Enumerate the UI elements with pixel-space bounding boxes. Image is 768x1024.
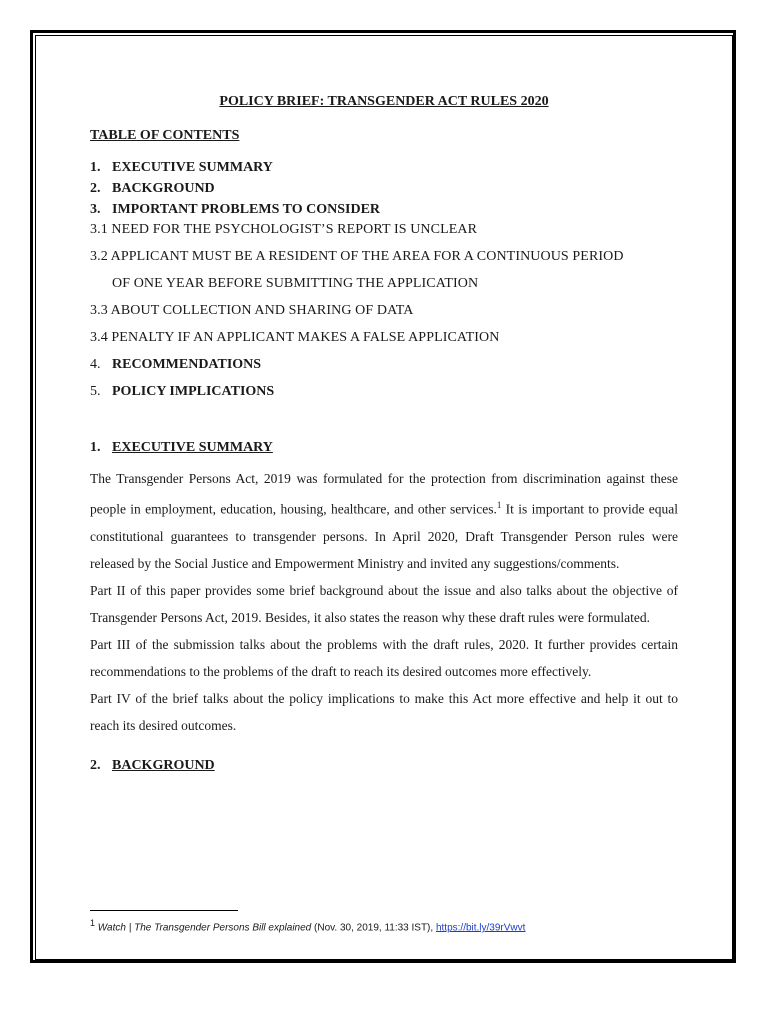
toc-subitem-3-1[interactable]: 3.1 NEED FOR THE PSYCHOLOGIST’S REPORT IS UNCLEAR [90, 222, 478, 237]
toc-subitem-3-2[interactable]: 3.2 APPLICANT MUST BE A RESIDENT OF THE AREA FOR A CONTINUOUS PERIOD [90, 249, 624, 264]
toc-item-problems[interactable]: 3. IMPORTANT PROBLEMS TO CONSIDER [90, 202, 381, 217]
section-heading-background: 2. BACKGROUND [90, 757, 215, 773]
toc-subitem-3-3[interactable]: 3.3 ABOUT COLLECTION AND SHARING OF DATA [90, 303, 414, 318]
document-body [90, 93, 678, 775]
toc-item-recommendations[interactable]: 4. RECOMMENDATIONS [90, 357, 262, 372]
toc-main-list [90, 157, 678, 220]
toc-heading: TABLE OF CONTENTS [90, 128, 240, 143]
toc-item-executive-summary[interactable]: 1. EXECUTIVE SUMMARY [90, 160, 273, 175]
footnote-title: Watch | The Transgender Persons Bill explained [97, 922, 312, 934]
toc-tail-list [90, 351, 678, 405]
paragraph-3: Part III of the submission talks about the problems with the draft rules, 2020. It further provides certain recommendations to the problems of the draft to reach its desired outcomes more effectively. [90, 636, 678, 679]
footnote-separator [90, 910, 238, 911]
footnote: $^1$ Watch | The Transgender Persons Bill explained (Nov. 30, 2019, 11:33 IST), https://bit.ly/39rVwvt [90, 918, 526, 934]
paragraph-4: Part IV of the brief talks about the policy implications to make this Act more effective and help it out to reach its desired outcomes. [90, 690, 678, 733]
toc-item-background[interactable]: 2. BACKGROUND [90, 181, 215, 196]
toc-item-policy-implications[interactable]: 5. POLICY IMPLICATIONS [90, 384, 275, 399]
paragraph-2: Part II of this paper provides some brief background about the issue and also talks about the objective of Transgender Persons Act, 2019. Besides, it also states the reason why these draft rules were formulated. [90, 582, 678, 625]
toc-sub-list [90, 220, 678, 351]
section-heading-executive-summary: 1. EXECUTIVE SUMMARY [90, 440, 273, 455]
paragraph-1: The Transgender Persons Act, 2019 was formulated for the protection from discrimination against these people in employment, education, housing, healthcare, and other services.$^1$ It is important to provide equal constitutional guarantees to transgender persons. In April 2020, Draft Transgender Person rules were released by the Social Justice and Empowerment Ministry and invited any suggestions/comments. [90, 471, 679, 571]
footnote-meta: (Nov. 30, 2019, 11:33 IST), [311, 922, 436, 934]
document-title: POLICY BRIEF: TRANSGENDER ACT RULES 2020 [219, 94, 549, 109]
toc-subitem-3-2-cont: OF ONE YEAR BEFORE SUBMITTING THE APPLICATION [112, 276, 479, 291]
footnote-link[interactable]: https://bit.ly/39rVwvt [435, 922, 526, 934]
footnote-ref[interactable]: 1 [496, 500, 502, 510]
toc-subitem-3-4[interactable]: 3.4 PENALTY IF AN APPLICANT MAKES A FALSE APPLICATION [90, 330, 500, 345]
executive-summary-body [90, 465, 678, 739]
